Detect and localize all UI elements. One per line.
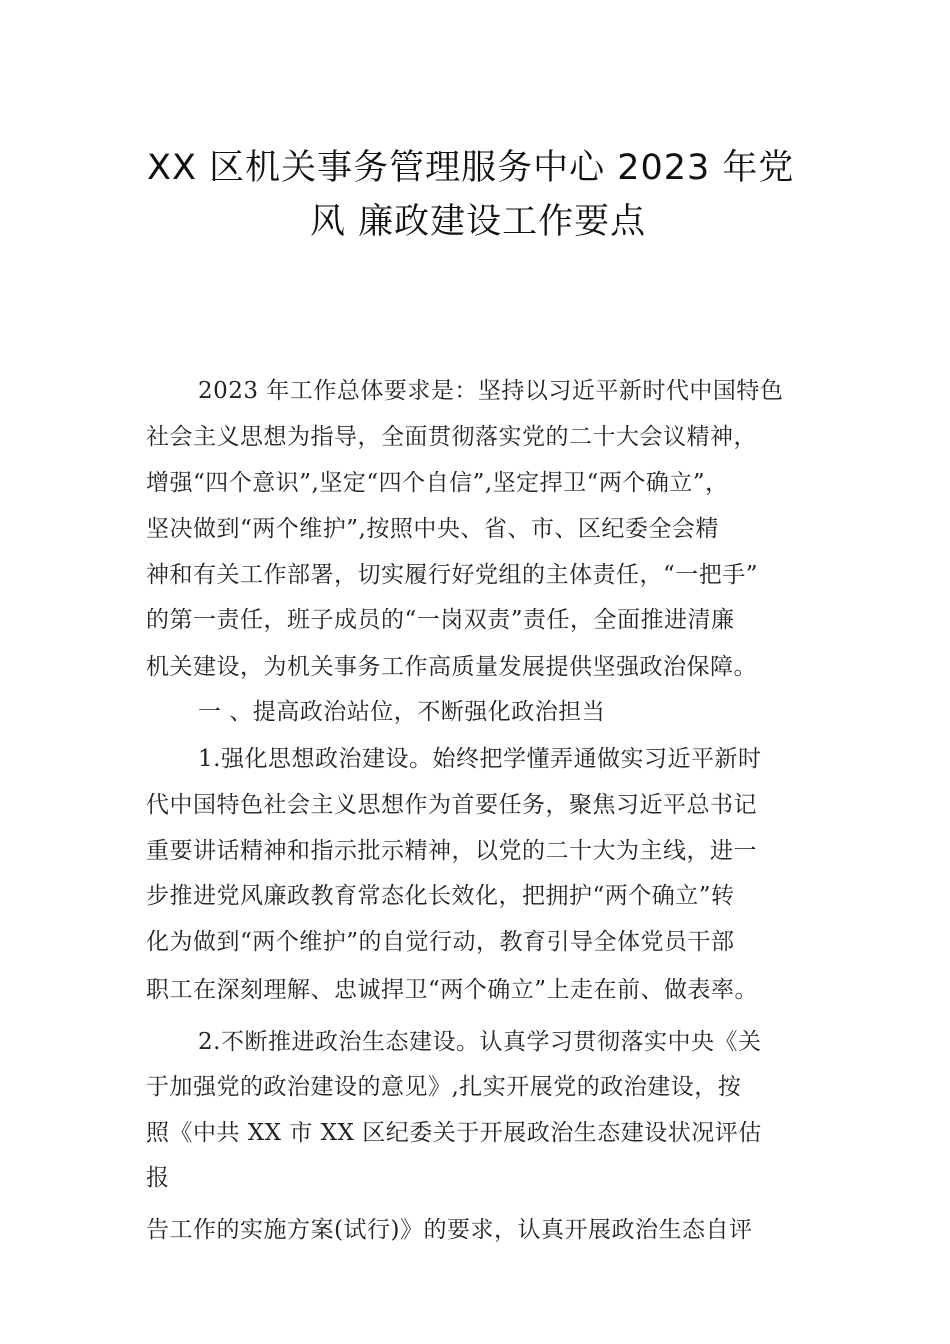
paragraph-line: 神和有关工作部署，切实履行好党组的主体责任，“一把手” (146, 562, 759, 588)
paragraph-line: 告工作的实施方案(试行)》的要求，认真开展政治生态自评 (146, 1217, 753, 1243)
paragraph-line: 1.强化思想政治建设。始终把学懂弄通做实习近平新时 (198, 746, 762, 772)
paragraph-line: 增强“四个意识”,坚定“四个自信”,坚定捍卫“两个确立”， (146, 470, 729, 496)
paragraph-line: 代中国特色社会主义思想作为首要任务，聚焦习近平总书记 (146, 792, 757, 818)
section-heading: 一 、提高政治站位，不断强化政治担当 (198, 699, 606, 725)
document-title-line-1: XX 区机关事务管理服务中心 2023 年党 (147, 148, 795, 188)
paragraph-line: 的第一责任，班子成员的“一岗双责”责任，全面推进清廉 (146, 607, 735, 633)
paragraph-line: 于加强党的政治建设的意见》,扎实开展党的政治建设，按 (146, 1074, 742, 1100)
paragraph-line: 社会主义思想为指导，全面贯彻落实党的二十大会议精神， (146, 424, 757, 450)
paragraph-line: 照《中共 XX 市 XX 区纪委关于开展政治生态建设状况评估 (146, 1120, 762, 1146)
document-title-line-2: 风 廉政建设工作要点 (310, 202, 647, 242)
paragraph-line: 坚决做到“两个维护”,按照中央、省、市、区纪委全会精 (146, 516, 719, 542)
paragraph-line: 化为做到“两个维护”的自觉行动，教育引导全体党员干部 (146, 929, 735, 955)
paragraph-line: 报 (146, 1165, 170, 1191)
paragraph-line: 机关建设，为机关事务工作高质量发展提供坚强政治保障。 (146, 654, 757, 680)
paragraph-line: 重要讲话精神和指示批示精神，以党的二十大为主线，进一 (146, 838, 757, 864)
paragraph-line: 2023 年工作总体要求是：坚持以习近平新时代中国特色 (198, 378, 784, 404)
paragraph-line: 2.不断推进政治生态建设。认真学习贯彻落实中央《关 (198, 1029, 762, 1055)
paragraph-line: 步推进党风廉政教育常态化长效化，把拥护“两个确立”转 (146, 883, 735, 909)
paragraph-line: 职工在深刻理解、忠诚捍卫“两个确立”上走在前、做表率。 (146, 977, 759, 1003)
